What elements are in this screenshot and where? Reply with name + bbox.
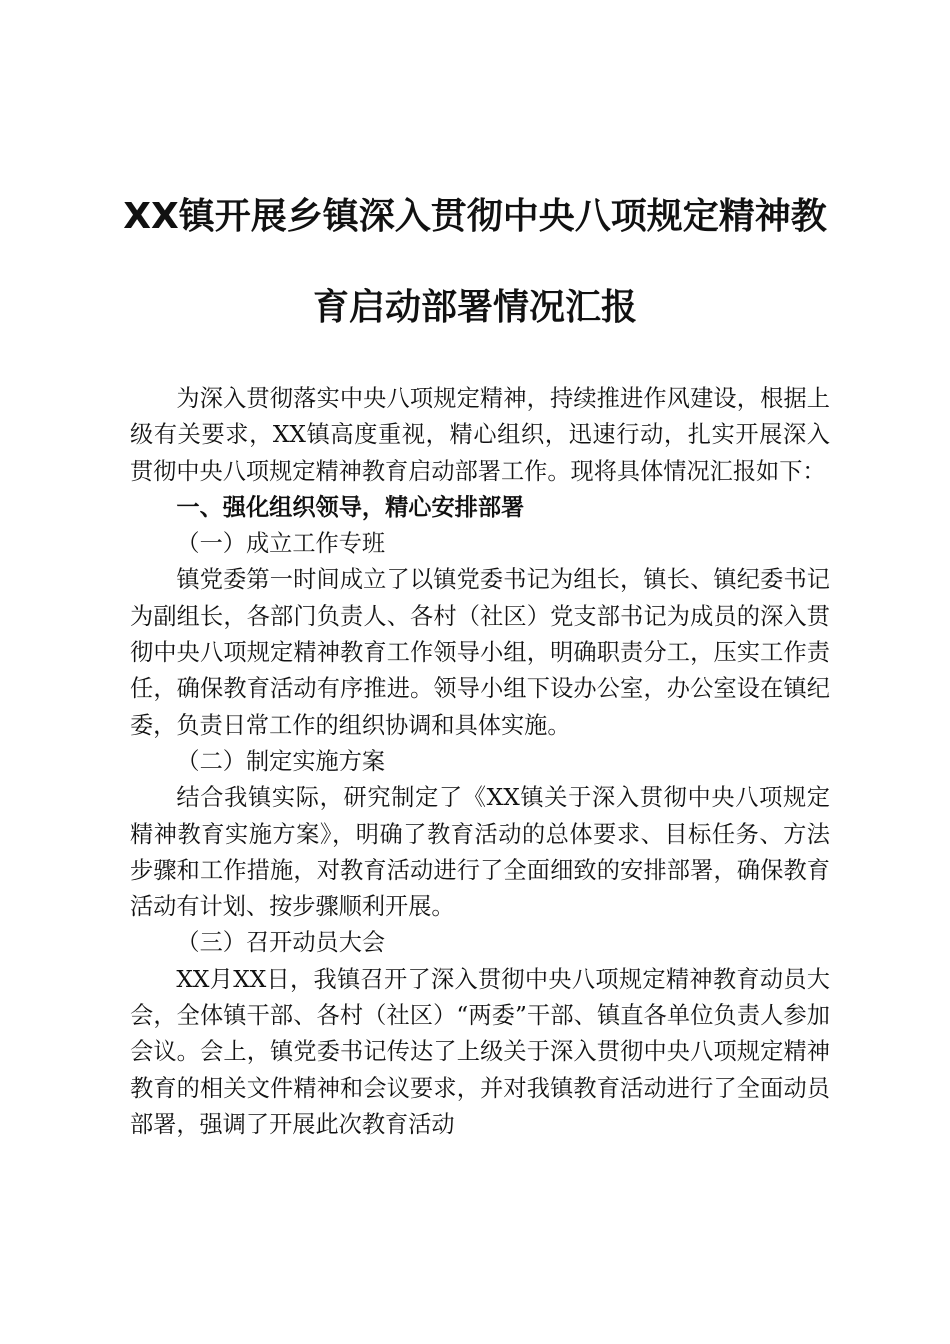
document-title-line1: XX镇开展乡镇深入贯彻中央八项规定精神教 bbox=[123, 196, 827, 237]
section1-heading: 一、强化组织领导，精心安排部署 bbox=[176, 493, 525, 521]
sub3-heading: （三）召开动员大会 bbox=[176, 929, 386, 957]
sub2-heading: （二）制定实施方案 bbox=[176, 747, 386, 775]
sub2-paragraph: 结合我镇实际，研究制定了《XX镇关于深入贯彻中央八项规定精神教育实施方案》，明确了教育活动的总体要求、目标任务、方法步骤和工作措施，对教育活动进行了全面细致的安排部署，确保教育活动有计划、按步骤顺利开展。 bbox=[130, 784, 830, 921]
sub1-paragraph: 镇党委第一时间成立了以镇党委书记为组长，镇长、镇纪委书记为副组长，各部门负责人、各村（社区）党支部书记为成员的深入贯彻中央八项规定精神教育工作领导小组，明确职责分工，压实工作责任，确保教育活动有序推进。领导小组下设办公室，办公室设在镇纪委，负责日常工作的组织协调和具体实施。 bbox=[130, 566, 830, 739]
document-body bbox=[130, 381, 830, 1143]
sub1-heading: （一）成立工作专班 bbox=[176, 530, 386, 558]
document-title-line2: 育启动部署情况汇报 bbox=[312, 287, 637, 328]
sub3-paragraph: XX月XX日，我镇召开了深入贯彻中央八项规定精神教育动员大会，全体镇干部、各村（社区）“两委”干部、镇直各单位负责人参加会议。会上，镇党委书记传达了上级关于深入贯彻中央八项规定精神教育的相关文件精神和会议要求，并对我镇教育活动进行了全面动员部署，强调了开展此次教育活动 bbox=[130, 965, 830, 1138]
intro-paragraph: 为深入贯彻落实中央八项规定精神，持续推进作风建设，根据上级有关要求，XX镇高度重视，精心组织，迅速行动，扎实开展深入贯彻中央八项规定精神教育启动部署工作。现将具体情况汇报如下： bbox=[130, 385, 830, 485]
